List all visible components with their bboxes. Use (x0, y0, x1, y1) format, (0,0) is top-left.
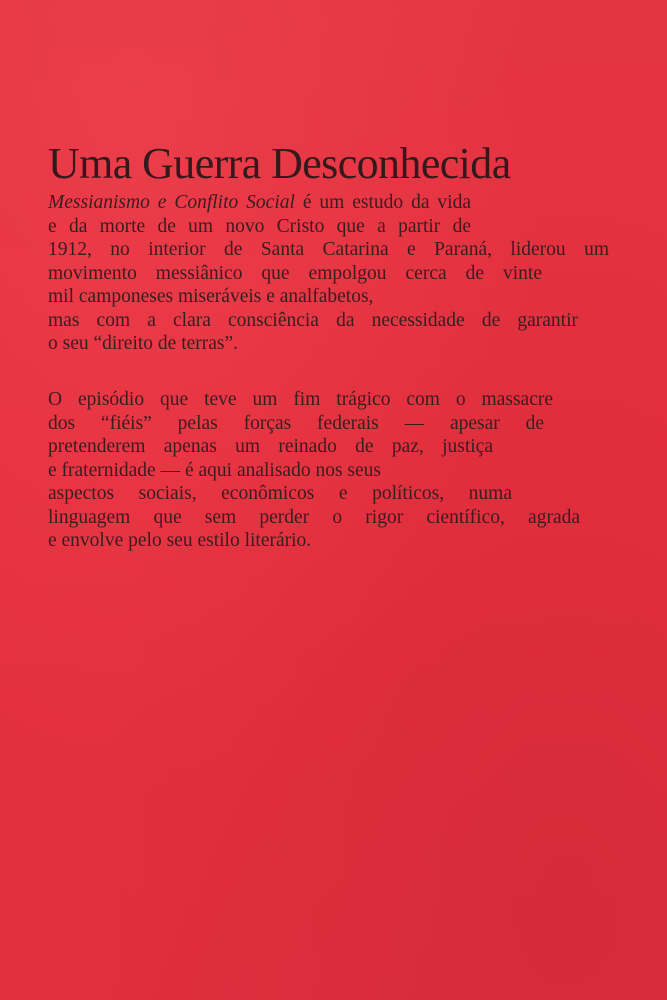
text-line: e da morte de um novo Cristo que a partir de (48, 215, 471, 237)
text-line: e envolve pelo seu estilo literário. (48, 530, 312, 551)
text-line: pretenderem apenas um reinado de paz, justiça (48, 436, 493, 457)
cover-title: Uma Guerra Desconhecida (48, 139, 511, 188)
text-fragment: é um estudo da vida (294, 192, 471, 213)
text-line: o seu “direito de terras”. (48, 333, 239, 354)
text-line: 1912, no interior de Santa Catarina e Paraná, liderou um (48, 239, 609, 260)
synopsis-paragraph-2 (48, 388, 588, 553)
text-line: O episódio que teve um fim trágico com o massacre (48, 389, 553, 410)
text-line: linguagem que sem perder o rigor científico, agrada (48, 506, 580, 528)
text-line: e fraternidade — é aqui analisado nos seus (48, 459, 382, 481)
text-line: movimento messiânico que empolgou cerca de vinte (48, 262, 542, 284)
synopsis-paragraph-1 (48, 191, 609, 356)
text-line (48, 191, 471, 215)
text-line: mas com a clara consciência da necessidade de garantir (48, 309, 578, 331)
text-line: dos “fiéis” pelas forças federais — apesar de (48, 412, 544, 434)
text-line: aspectos sociais, econômicos e políticos, numa (48, 483, 512, 504)
text-line: mil camponeses miseráveis e analfabetos, (48, 286, 374, 307)
book-title: Messianismo e Conflito Social (48, 192, 295, 213)
